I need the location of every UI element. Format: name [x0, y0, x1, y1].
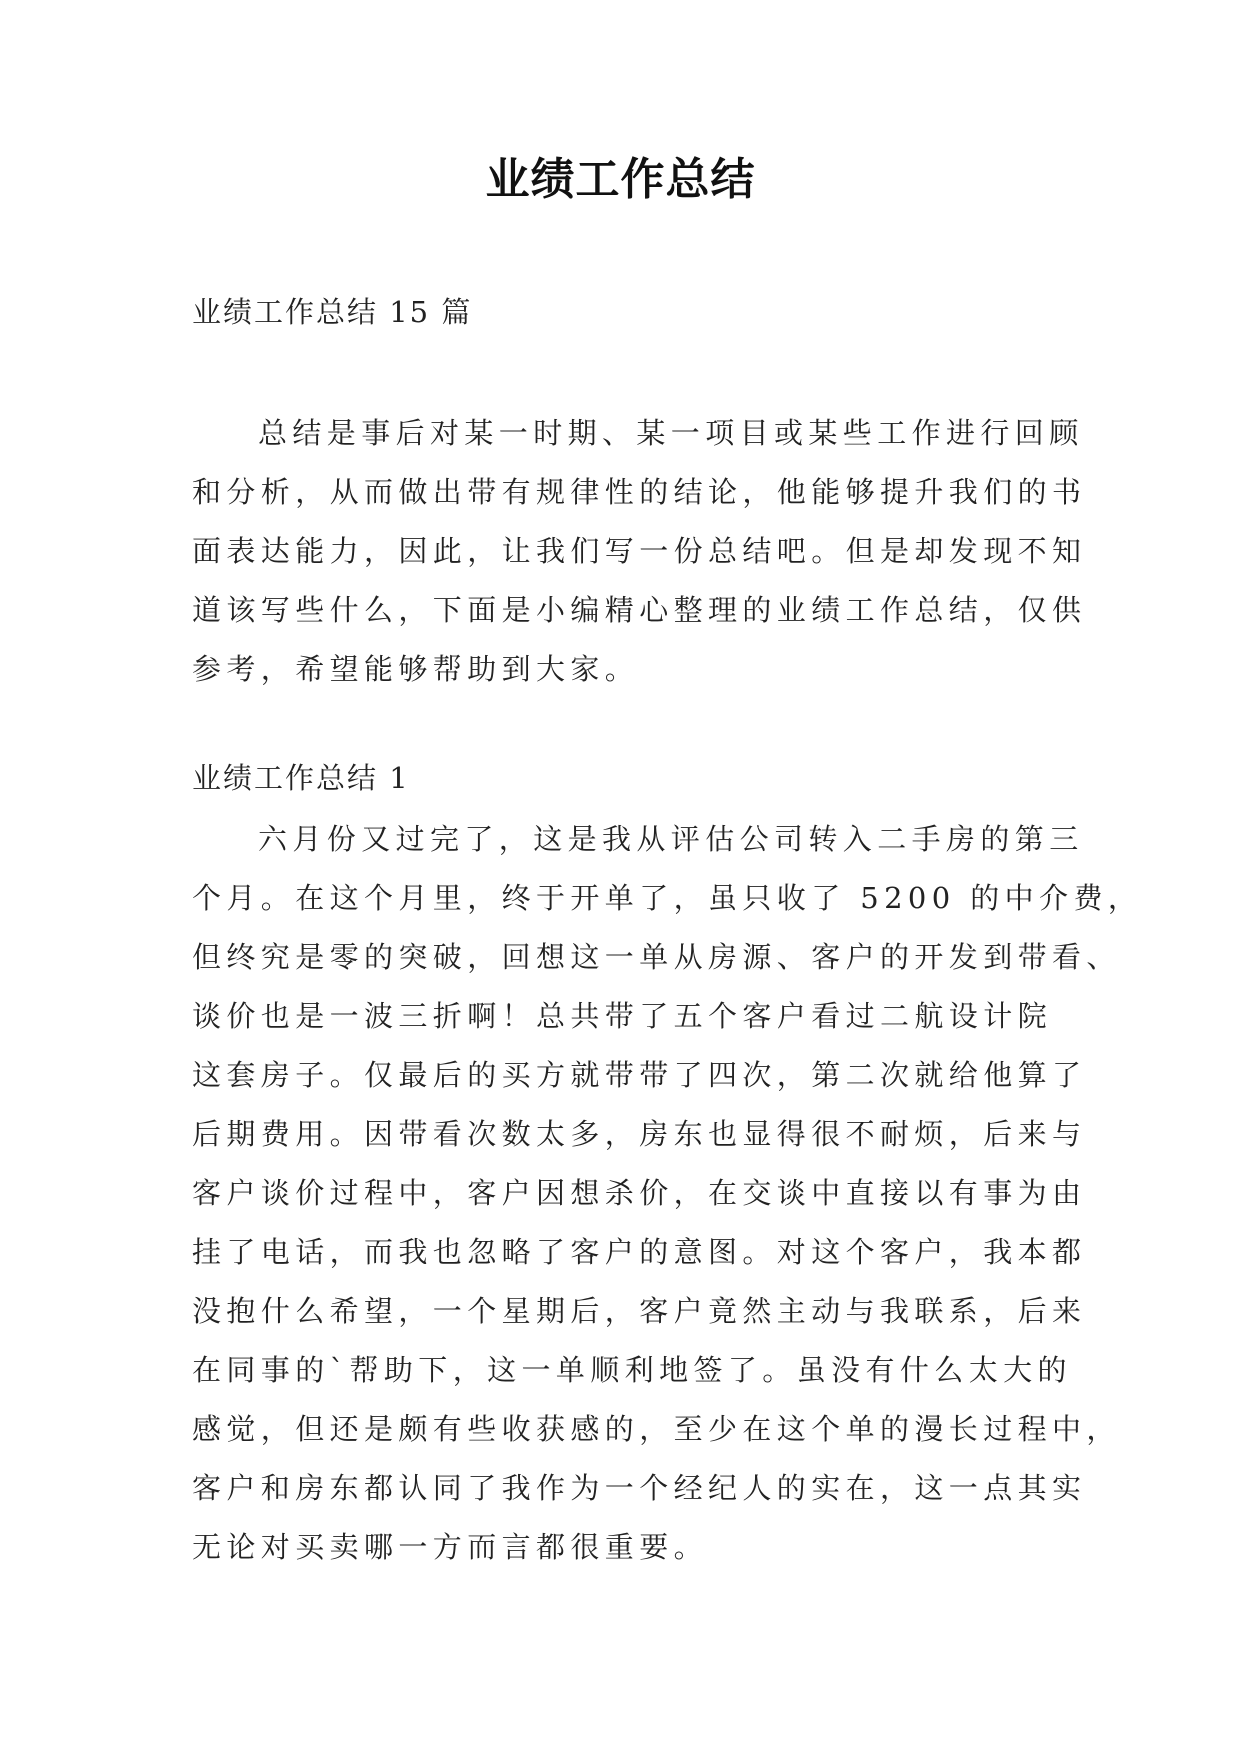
intro-line: 面表达能力，因此，让我们写一份总结吧。但是却发现不知 [192, 534, 1087, 568]
intro-line: 总结是事后对某一时期、某一项目或某些工作进行回顾 [258, 416, 1084, 450]
section-heading: 业绩工作总结 1 [192, 761, 410, 795]
body-line: 挂了电话，而我也忽略了客户的意图。对这个客户，我本都 [192, 1235, 1087, 1269]
body-line: 谈价也是一波三折啊！总共带了五个客户看过二航设计院 [192, 999, 1053, 1033]
intro-line: 和分析，从而做出带有规律性的结论，他能够提升我们的书 [192, 475, 1087, 509]
body-line: 但终究是零的突破，回想这一单从房源、客户的开发到带看、 [192, 940, 1121, 974]
body-line: 客户和房东都认同了我作为一个经纪人的实在，这一点其实 [192, 1471, 1087, 1505]
body-line: 感觉，但还是颇有些收获感的，至少在这个单的漫长过程中， [192, 1412, 1121, 1446]
body-line: 在同事的`帮助下，这一单顺利地签了。虽没有什么太大的 [192, 1353, 1072, 1387]
body-line: 这套房子。仅最后的买方就带带了四次，第二次就给他算了 [192, 1058, 1087, 1092]
body-line: 没抱什么希望，一个星期后，客户竟然主动与我联系，后来 [192, 1294, 1087, 1328]
body-line: 客户谈价过程中，客户因想杀价，在交谈中直接以有事为由 [192, 1176, 1087, 1210]
body-line: 后期费用。因带看次数太多，房东也显得很不耐烦，后来与 [192, 1117, 1087, 1151]
body-line: 六月份又过完了，这是我从评估公司转入二手房的第三 [258, 822, 1084, 856]
document-subtitle: 业绩工作总结 15 篇 [192, 295, 473, 329]
body-line: 个月。在这个月里，终于开单了，虽只收了 5200 的中介费， [192, 881, 1143, 915]
section-paragraph [192, 810, 1143, 1577]
document-title: 业绩工作总结 [485, 154, 756, 205]
intro-line: 道该写些什么，下面是小编精心整理的业绩工作总结，仅供 [192, 593, 1087, 627]
intro-paragraph [192, 404, 1087, 699]
body-line: 无论对买卖哪一方而言都很重要。 [192, 1530, 709, 1564]
intro-line: 参考，希望能够帮助到大家。 [192, 652, 640, 686]
